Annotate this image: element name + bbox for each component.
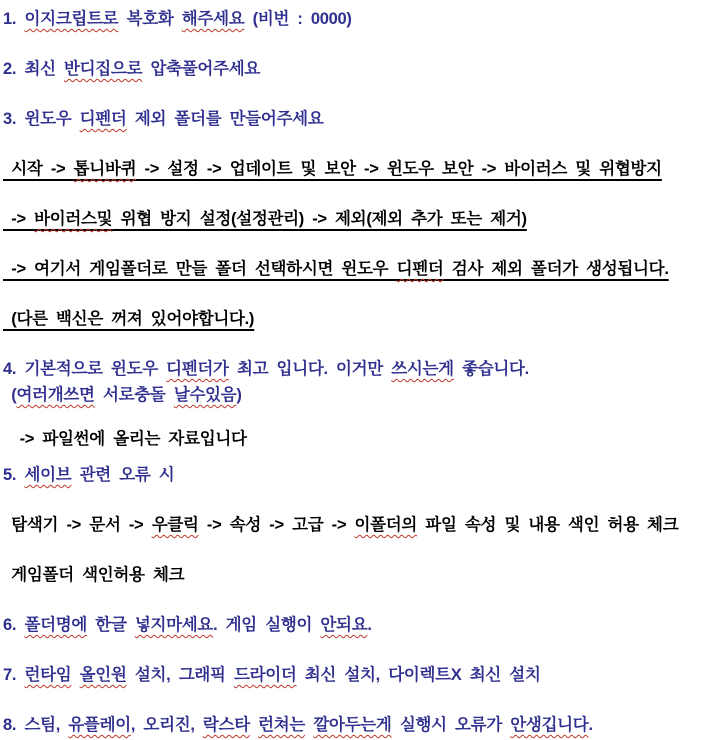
text-segment: 파일 속성 및 내용 색인 허용 체크 <box>417 516 679 534</box>
misspelled-word: 여러개쓰면 <box>16 386 95 404</box>
misspelled-word: 우클릭 <box>151 516 199 534</box>
misspelled-word: 안되요 <box>320 616 368 634</box>
paragraph <box>3 6 713 32</box>
misspelled-word: 유플레이 <box>68 716 131 734</box>
text-line <box>3 462 713 488</box>
paragraph <box>3 426 713 452</box>
text-line <box>3 562 713 588</box>
text-line <box>3 156 713 182</box>
text-line <box>3 662 713 688</box>
text-segment <box>250 716 258 734</box>
misspelled-word: 올인원 <box>79 666 127 684</box>
text-segment: 관련 오류 시 <box>71 466 175 484</box>
text-segment: 제외 폴더를 만들어주세요 <box>126 110 324 128</box>
text-segment: 6. <box>3 616 25 634</box>
misspelled-word: 이폴더의 <box>354 516 418 534</box>
misspelled-word: 해주세요 <box>181 10 245 28</box>
misspelled-word: 디펜더 <box>396 260 444 278</box>
text-segment: -> <box>3 210 35 228</box>
text-segment: 게임폴더 색인허용 체크 <box>3 566 185 584</box>
text-segment: 2. 최신 <box>3 60 65 78</box>
text-line <box>3 256 713 282</box>
text-segment: 최고 입니다. 이거만 <box>228 360 392 378</box>
text-segment: . <box>367 616 372 634</box>
text-segment: 4. 기본적으로 윈도우 <box>3 360 167 378</box>
text-line <box>3 106 713 132</box>
misspelled-word: 톱니바퀴 <box>73 160 137 178</box>
text-segment: 좋습니다. <box>453 360 529 378</box>
text-segment: 7. <box>3 666 25 684</box>
text-segment <box>71 666 79 684</box>
text-segment: 실행시 오류가 <box>391 716 511 734</box>
paragraph <box>3 206 713 232</box>
text-line <box>3 426 713 452</box>
paragraph <box>3 612 713 638</box>
text-line <box>3 382 713 408</box>
misspelled-word: 드라이더 <box>233 666 297 684</box>
text-segment: -> 속성 -> 고급 -> <box>198 516 355 534</box>
text-segment: 1. <box>3 10 25 28</box>
text-segment: (다른 백신은 꺼져 있어야합니다.) <box>3 310 255 328</box>
misspelled-word: 이지크립트로 <box>24 10 119 28</box>
misspelled-word: 런타임 <box>24 666 72 684</box>
paragraph <box>3 462 713 488</box>
text-segment: 5. <box>3 466 25 484</box>
text-segment: 한글 <box>87 616 135 634</box>
misspelled-word: 바이러스및 <box>34 210 113 228</box>
text-segment: 8. 스팀, <box>3 716 69 734</box>
misspelled-word: 반디집으로 <box>64 60 143 78</box>
misspelled-word: 넣지마세요 <box>134 616 214 634</box>
text-segment: , 오리진, <box>130 716 203 734</box>
text-segment: ) <box>236 386 242 404</box>
paragraph <box>3 712 713 738</box>
text-segment: 서로충돌 <box>94 386 174 404</box>
text-segment: (비번 : 0000) <box>244 10 352 28</box>
text-line <box>3 306 713 332</box>
text-segment: 설치, 그래픽 <box>126 666 234 684</box>
paragraph <box>3 512 713 538</box>
text-segment: 검사 제외 폴더가 생성됩니다. <box>443 260 669 278</box>
text-segment: 복호화 <box>118 10 182 28</box>
misspelled-word: 폴더명에 <box>24 616 88 634</box>
misspelled-word: 락스타 <box>202 716 250 734</box>
text-segment: 위협 방지 설정(설정관리) -> 제외(제외 추가 또는 제거) <box>112 210 527 228</box>
misspelled-word: 세이브 <box>24 466 72 484</box>
paragraph <box>3 156 713 182</box>
misspelled-word: 날수있음 <box>173 386 237 404</box>
misspelled-word: 깔아두는게 <box>313 716 392 734</box>
text-line <box>3 6 713 32</box>
paragraph <box>3 662 713 688</box>
misspelled-word: 디펜더가 <box>166 360 229 378</box>
text-segment: 최신 설치, 다이렉트X 최신 설치 <box>296 666 541 684</box>
paragraph <box>3 106 713 132</box>
text-line <box>3 612 713 638</box>
text-segment: 3. 윈도우 <box>3 110 80 128</box>
text-segment: 시작 -> <box>3 160 74 178</box>
text-segment: . <box>588 716 593 734</box>
misspelled-word: 안생깁니다 <box>510 716 589 734</box>
text-segment: -> 파일썬에 올리는 자료입니다 <box>3 430 247 448</box>
paragraph <box>3 562 713 588</box>
text-line <box>3 356 713 382</box>
text-segment: -> 여기서 게임폴더로 만들 폴더 선택하시면 윈도우 <box>3 260 397 278</box>
text-segment: -> 설정 -> 업데이트 및 보안 -> 윈도우 보안 -> 바이러스 및 위협방지 <box>136 160 662 178</box>
text-line <box>3 712 713 738</box>
paragraph <box>3 356 713 408</box>
text-line <box>3 206 713 232</box>
text-line <box>3 56 713 82</box>
misspelled-word: 디펜더 <box>79 110 127 128</box>
text-segment: ( <box>3 386 17 404</box>
misspelled-word: 런쳐는 <box>258 716 306 734</box>
paragraph <box>3 56 713 82</box>
paragraph <box>3 256 713 282</box>
paragraph <box>3 306 713 332</box>
text-segment: . 게임 실행이 <box>213 616 321 634</box>
text-segment: 압축풀어주세요 <box>142 60 260 78</box>
text-segment: 탐색기 -> 문서 -> <box>3 516 152 534</box>
text-line <box>3 512 713 538</box>
misspelled-word: 쓰시는게 <box>391 360 454 378</box>
